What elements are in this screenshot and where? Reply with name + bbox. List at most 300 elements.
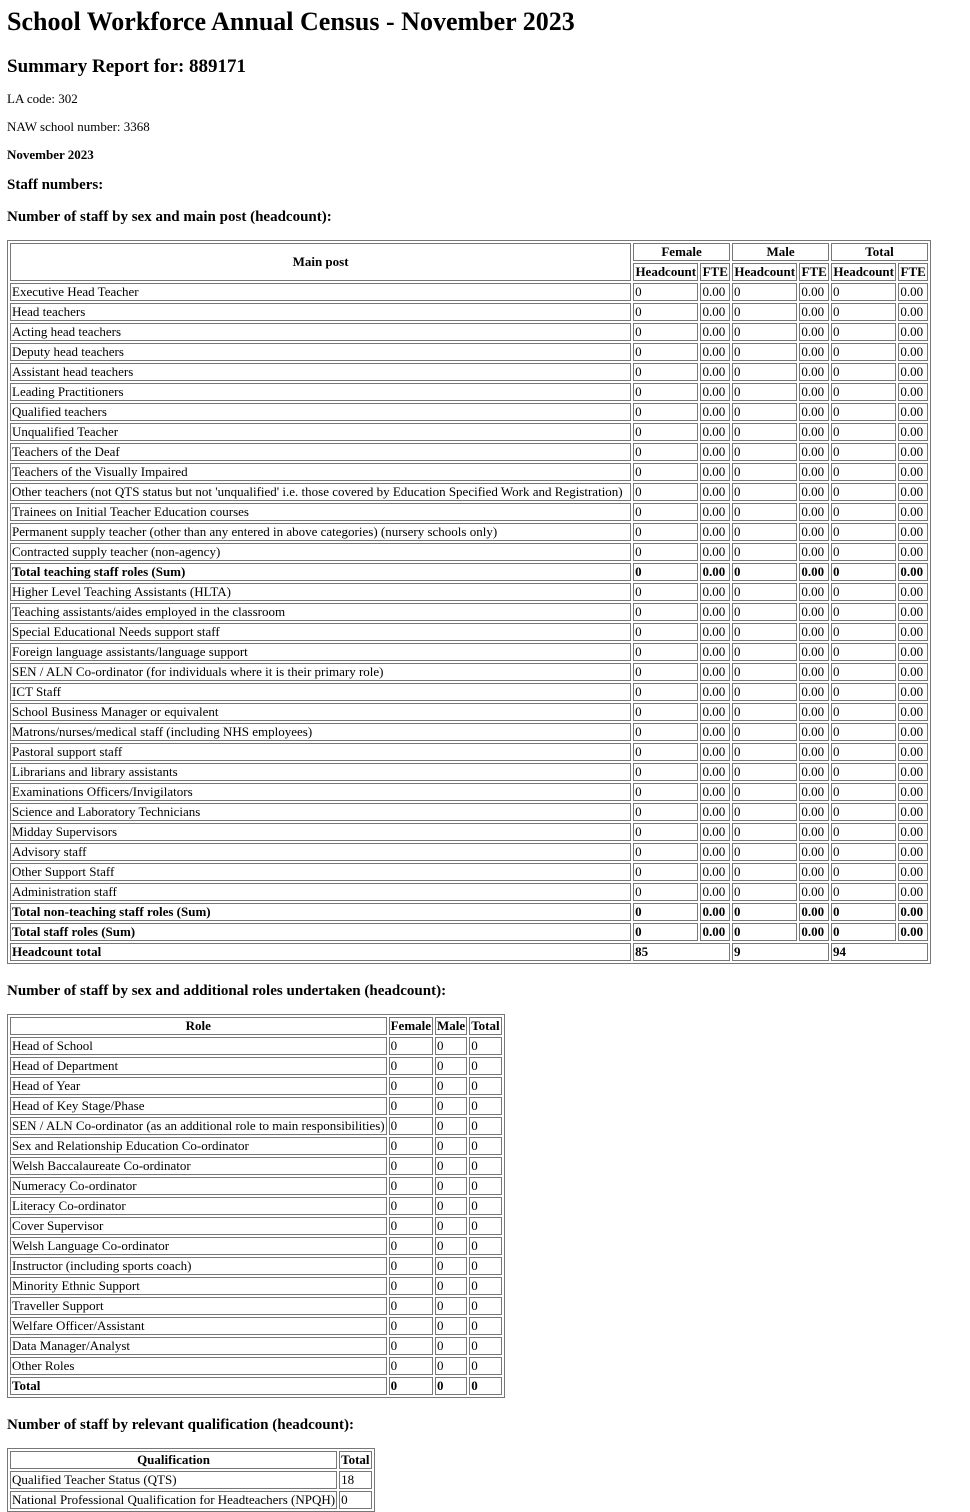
main-post-label: Trainees on Initial Teacher Education courses	[10, 503, 631, 521]
female-fte: 0.00	[700, 923, 730, 941]
female-count: 0	[389, 1237, 433, 1255]
male-fte: 0.00	[799, 483, 829, 501]
table-row	[10, 403, 928, 421]
table-row	[10, 783, 928, 801]
additional-roles-table-body	[10, 1037, 502, 1395]
female-headcount: 0	[633, 823, 698, 841]
role-label: Cover Supervisor	[10, 1217, 387, 1235]
table-row	[10, 1471, 372, 1489]
male-headcount: 0	[732, 383, 797, 401]
female-headcount: 0	[633, 503, 698, 521]
female-headcount: 0	[633, 623, 698, 641]
female-headcount: 0	[633, 863, 698, 881]
male-fte: 0.00	[799, 563, 829, 581]
naw-school-number: NAW school number: 3368	[7, 119, 150, 134]
main-post-label: Unqualified Teacher	[10, 423, 631, 441]
male-fte: 0.00	[799, 743, 829, 761]
total-headcount: 0	[831, 723, 896, 741]
male-count: 0	[435, 1377, 467, 1395]
total-headcount: 0	[831, 503, 896, 521]
male-headcount: 0	[732, 643, 797, 661]
male-headcount: 0	[732, 903, 797, 921]
male-headcount: 0	[732, 683, 797, 701]
main-post-label: Total staff roles (Sum)	[10, 923, 631, 941]
female-count: 0	[389, 1337, 433, 1355]
female-fte: 0.00	[700, 623, 730, 641]
female-fte: 0.00	[700, 543, 730, 561]
main-post-label: Foreign language assistants/language support	[10, 643, 631, 661]
table-row	[10, 903, 928, 921]
male-count: 0	[435, 1217, 467, 1235]
table-row	[10, 383, 928, 401]
female-count: 0	[389, 1297, 433, 1315]
total-headcount: 0	[831, 903, 896, 921]
total-fte: 0.00	[898, 403, 928, 421]
role-label: Minority Ethnic Support	[10, 1277, 387, 1295]
table-row	[10, 483, 928, 501]
total-count: 0	[469, 1137, 501, 1155]
total-count: 0	[469, 1157, 501, 1175]
total-headcount: 0	[831, 403, 896, 421]
male-fte: 0.00	[799, 863, 829, 881]
total-count: 0	[469, 1257, 501, 1275]
female-headcount: 0	[633, 583, 698, 601]
total-count: 0	[469, 1297, 501, 1315]
total-fte: 0.00	[898, 783, 928, 801]
female-headcount: 0	[633, 683, 698, 701]
table-row	[10, 1297, 502, 1315]
table-row	[10, 803, 928, 821]
female-count: 0	[389, 1077, 433, 1095]
table-row	[10, 1337, 502, 1355]
role-label: Head of Department	[10, 1057, 387, 1075]
female-headcount: 0	[633, 383, 698, 401]
role-label: Numeracy Co-ordinator	[10, 1177, 387, 1195]
table-row	[10, 443, 928, 461]
female-fte: 0.00	[700, 663, 730, 681]
female-fte: 0.00	[700, 463, 730, 481]
headcount-total-label: Headcount total	[10, 943, 631, 961]
total-fte: 0.00	[898, 323, 928, 341]
male-count: 0	[435, 1177, 467, 1195]
female-headcount: 0	[633, 903, 698, 921]
female-headcount: 0	[633, 723, 698, 741]
role-label: Total	[10, 1377, 387, 1395]
headcount-total-male: 9	[732, 943, 829, 961]
total-fte: 0.00	[898, 663, 928, 681]
total-count: 0	[469, 1317, 501, 1335]
header-female: Female	[633, 243, 730, 261]
header-female-headcount: Headcount	[633, 263, 698, 281]
total-headcount: 0	[831, 663, 896, 681]
main-post-label: Acting head teachers	[10, 323, 631, 341]
male-count: 0	[435, 1317, 467, 1335]
total-fte: 0.00	[898, 283, 928, 301]
female-count: 0	[389, 1037, 433, 1055]
female-headcount: 0	[633, 743, 698, 761]
total-headcount: 0	[831, 743, 896, 761]
female-count: 0	[389, 1217, 433, 1235]
male-fte: 0.00	[799, 463, 829, 481]
total-fte: 0.00	[898, 363, 928, 381]
total-fte: 0.00	[898, 763, 928, 781]
main-post-label: Teachers of the Deaf	[10, 443, 631, 461]
male-fte: 0.00	[799, 443, 829, 461]
total-headcount: 0	[831, 523, 896, 541]
total-fte: 0.00	[898, 903, 928, 921]
role-label: SEN / ALN Co-ordinator (as an additional role to main responsibilities)	[12, 1118, 385, 1133]
male-count: 0	[435, 1237, 467, 1255]
total-fte: 0.00	[898, 883, 928, 901]
female-headcount: 0	[633, 343, 698, 361]
male-count: 0	[435, 1337, 467, 1355]
main-post-label: Total non-teaching staff roles (Sum)	[10, 903, 631, 921]
total-count: 0	[469, 1337, 501, 1355]
main-post-label: Other Support Staff	[10, 863, 631, 881]
qualification-label: Qualified Teacher Status (QTS)	[10, 1471, 337, 1489]
male-headcount: 0	[732, 323, 797, 341]
male-fte: 0.00	[799, 603, 829, 621]
female-headcount: 0	[633, 843, 698, 861]
main-post-label: ICT Staff	[10, 683, 631, 701]
table-row	[10, 1197, 502, 1215]
main-post-label: Matrons/nurses/medical staff (including NHS employees)	[10, 723, 631, 741]
male-fte: 0.00	[799, 703, 829, 721]
male-headcount: 0	[732, 823, 797, 841]
table-row	[10, 343, 928, 361]
male-headcount: 0	[732, 783, 797, 801]
male-count: 0	[435, 1357, 467, 1375]
male-headcount: 0	[732, 423, 797, 441]
female-count: 0	[389, 1157, 433, 1175]
qualification-table	[7, 1448, 375, 1512]
male-headcount: 0	[732, 443, 797, 461]
main-post-label: Other teachers (not QTS status but not 'unqualified' i.e. those covered by Education Specified Work and Registration)	[10, 483, 631, 501]
total-fte: 0.00	[898, 703, 928, 721]
male-headcount: 0	[732, 923, 797, 941]
male-headcount: 0	[732, 523, 797, 541]
total-headcount: 0	[831, 883, 896, 901]
male-headcount: 0	[732, 843, 797, 861]
total-headcount: 0	[831, 763, 896, 781]
main-post-label: Midday Supervisors	[10, 823, 631, 841]
male-count: 0	[435, 1257, 467, 1275]
male-fte: 0.00	[799, 383, 829, 401]
total-count: 0	[469, 1077, 501, 1095]
female-fte: 0.00	[700, 683, 730, 701]
female-fte: 0.00	[700, 883, 730, 901]
male-fte: 0.00	[799, 363, 829, 381]
header-female-fte: FTE	[700, 263, 730, 281]
male-fte: 0.00	[799, 783, 829, 801]
table-row	[10, 1217, 502, 1235]
male-fte: 0.00	[799, 583, 829, 601]
female-count: 0	[389, 1357, 433, 1375]
total-headcount: 0	[831, 563, 896, 581]
table-row	[10, 723, 928, 741]
female-count: 0	[389, 1117, 433, 1135]
table-row	[10, 603, 928, 621]
header-male: Male	[732, 243, 829, 261]
total-count: 0	[469, 1037, 501, 1055]
main-post-table-body	[10, 283, 928, 941]
main-post-label: Teachers of the Visually Impaired	[10, 463, 631, 481]
table-row	[10, 303, 928, 321]
male-headcount: 0	[732, 343, 797, 361]
female-count: 0	[389, 1057, 433, 1075]
total-headcount: 0	[831, 463, 896, 481]
total-fte: 0.00	[898, 683, 928, 701]
total-headcount: 0	[831, 783, 896, 801]
male-headcount: 0	[732, 663, 797, 681]
male-headcount: 0	[732, 703, 797, 721]
male-fte: 0.00	[799, 343, 829, 361]
table-row	[10, 643, 928, 661]
main-post-label: Leading Practitioners	[10, 383, 631, 401]
male-count: 0	[435, 1197, 467, 1215]
female-count: 0	[389, 1317, 433, 1335]
table-row	[10, 363, 928, 381]
header-male-fte: FTE	[799, 263, 829, 281]
female-fte: 0.00	[700, 763, 730, 781]
male-fte: 0.00	[799, 843, 829, 861]
female-fte: 0.00	[700, 303, 730, 321]
total-headcount: 0	[831, 863, 896, 881]
male-headcount: 0	[732, 803, 797, 821]
header-total: Total	[341, 1452, 370, 1467]
total-headcount: 0	[831, 283, 896, 301]
role-label: Head of School	[10, 1037, 387, 1055]
role-label: Instructor (including sports coach)	[10, 1257, 387, 1275]
total-fte: 0.00	[898, 843, 928, 861]
total-fte: 0.00	[898, 483, 928, 501]
female-headcount: 0	[633, 303, 698, 321]
total-count: 18	[339, 1471, 371, 1489]
additional-roles-table	[7, 1014, 505, 1398]
female-headcount: 0	[633, 643, 698, 661]
total-headcount: 0	[831, 543, 896, 561]
total-fte: 0.00	[898, 523, 928, 541]
male-headcount: 0	[732, 463, 797, 481]
table-row	[10, 1037, 502, 1055]
female-headcount: 0	[633, 543, 698, 561]
table-row	[10, 523, 928, 541]
main-post-label: Advisory staff	[10, 843, 631, 861]
table-row	[10, 1077, 502, 1095]
table-row	[10, 1257, 502, 1275]
qualification-table-heading: Number of staff by relevant qualification (headcount):	[7, 1417, 354, 1433]
total-count: 0	[469, 1237, 501, 1255]
female-fte: 0.00	[700, 703, 730, 721]
male-count: 0	[435, 1097, 467, 1115]
table-row	[10, 563, 928, 581]
header-female: Female	[390, 1018, 432, 1033]
total-fte: 0.00	[898, 563, 928, 581]
total-fte: 0.00	[898, 743, 928, 761]
female-headcount: 0	[633, 923, 698, 941]
table-row	[10, 1377, 502, 1395]
female-fte: 0.00	[700, 863, 730, 881]
female-fte: 0.00	[700, 903, 730, 921]
male-fte: 0.00	[799, 543, 829, 561]
main-post-table-heading: Number of staff by sex and main post (headcount):	[7, 209, 332, 225]
header-qualification: Qualification	[10, 1451, 337, 1469]
female-count: 0	[389, 1277, 433, 1295]
female-fte: 0.00	[700, 723, 730, 741]
main-post-label: Qualified teachers	[10, 403, 631, 421]
role-label: Head of Key Stage/Phase	[10, 1097, 387, 1115]
total-headcount: 0	[831, 483, 896, 501]
main-post-label: Administration staff	[10, 883, 631, 901]
total-headcount: 0	[831, 823, 896, 841]
main-post-label: Pastoral support staff	[10, 743, 631, 761]
main-post-table	[7, 240, 931, 964]
female-fte: 0.00	[700, 743, 730, 761]
table-row	[10, 1097, 502, 1115]
total-fte: 0.00	[898, 823, 928, 841]
female-fte: 0.00	[700, 363, 730, 381]
female-count: 0	[389, 1197, 433, 1215]
female-fte: 0.00	[700, 483, 730, 501]
total-count: 0	[469, 1377, 501, 1395]
female-headcount: 0	[633, 323, 698, 341]
main-post-label: Assistant head teachers	[10, 363, 631, 381]
role-label: Welsh Baccalaureate Co-ordinator	[10, 1157, 387, 1175]
female-count: 0	[389, 1177, 433, 1195]
female-fte: 0.00	[700, 503, 730, 521]
table-row	[10, 763, 928, 781]
male-fte: 0.00	[799, 403, 829, 421]
female-headcount: 0	[633, 563, 698, 581]
male-count: 0	[435, 1137, 467, 1155]
female-count: 0	[389, 1097, 433, 1115]
main-post-label: Head teachers	[10, 303, 631, 321]
table-row	[10, 1057, 502, 1075]
male-headcount: 0	[732, 303, 797, 321]
total-count: 0	[469, 1177, 501, 1195]
header-male-headcount: Headcount	[732, 263, 797, 281]
role-label: Welfare Officer/Assistant	[10, 1317, 387, 1335]
header-total: Total	[471, 1018, 500, 1033]
male-headcount: 0	[732, 543, 797, 561]
main-post-label: Executive Head Teacher	[10, 283, 631, 301]
total-headcount: 0	[831, 603, 896, 621]
table-row	[10, 1137, 502, 1155]
male-fte: 0.00	[799, 883, 829, 901]
total-count: 0	[339, 1491, 371, 1509]
total-fte: 0.00	[898, 423, 928, 441]
table-row	[10, 463, 928, 481]
main-post-label: SEN / ALN Co-ordinator (for individuals where it is their primary role)	[10, 663, 631, 681]
role-label: Literacy Co-ordinator	[10, 1197, 387, 1215]
female-headcount: 0	[633, 703, 698, 721]
female-fte: 0.00	[700, 583, 730, 601]
male-count: 0	[435, 1157, 467, 1175]
total-count: 0	[469, 1357, 501, 1375]
male-headcount: 0	[732, 623, 797, 641]
male-headcount: 0	[732, 863, 797, 881]
female-headcount: 0	[633, 663, 698, 681]
table-row	[10, 863, 928, 881]
total-fte: 0.00	[898, 803, 928, 821]
total-fte: 0.00	[898, 343, 928, 361]
male-count: 0	[435, 1277, 467, 1295]
male-count: 0	[435, 1057, 467, 1075]
table-row	[10, 1357, 502, 1375]
total-headcount: 0	[831, 583, 896, 601]
female-fte: 0.00	[700, 843, 730, 861]
qualification-label: National Professional Qualification for Headteachers (NPQH)	[12, 1492, 336, 1507]
main-post-label: Higher Level Teaching Assistants (HLTA)	[10, 583, 631, 601]
table-row	[10, 503, 928, 521]
role-label: Head of Year	[10, 1077, 387, 1095]
male-headcount: 0	[732, 883, 797, 901]
total-headcount: 0	[831, 923, 896, 941]
page-title: School Workforce Annual Census - November 2023	[7, 7, 575, 36]
male-headcount: 0	[732, 763, 797, 781]
total-fte: 0.00	[898, 603, 928, 621]
total-headcount: 0	[831, 643, 896, 661]
table-row	[10, 843, 928, 861]
male-fte: 0.00	[799, 903, 829, 921]
staff-numbers-heading: Staff numbers:	[7, 177, 104, 193]
male-headcount: 0	[732, 563, 797, 581]
role-label: Welsh Language Co-ordinator	[10, 1237, 387, 1255]
female-headcount: 0	[633, 423, 698, 441]
header-total-fte: FTE	[898, 263, 928, 281]
female-fte: 0.00	[700, 343, 730, 361]
table-row	[10, 703, 928, 721]
table-row	[10, 283, 928, 301]
female-fte: 0.00	[700, 803, 730, 821]
female-fte: 0.00	[700, 323, 730, 341]
male-fte: 0.00	[799, 623, 829, 641]
table-row	[10, 823, 928, 841]
table-row	[10, 923, 928, 941]
male-headcount: 0	[732, 603, 797, 621]
total-fte: 0.00	[898, 643, 928, 661]
main-post-label: Special Educational Needs support staff	[10, 623, 631, 641]
total-headcount: 0	[831, 343, 896, 361]
female-fte: 0.00	[700, 643, 730, 661]
male-fte: 0.00	[799, 663, 829, 681]
header-main-post: Main post	[10, 243, 631, 281]
main-post-label: Deputy head teachers	[10, 343, 631, 361]
male-fte: 0.00	[799, 803, 829, 821]
total-count: 0	[469, 1117, 501, 1135]
table-row	[10, 1177, 502, 1195]
male-headcount: 0	[732, 583, 797, 601]
female-headcount: 0	[633, 803, 698, 821]
female-headcount: 0	[633, 363, 698, 381]
table-row	[10, 583, 928, 601]
female-headcount: 0	[633, 403, 698, 421]
total-count: 0	[469, 1197, 501, 1215]
table-row	[10, 1237, 502, 1255]
role-label: Other Roles	[10, 1357, 387, 1375]
total-fte: 0.00	[898, 863, 928, 881]
qualification-table-body	[10, 1471, 372, 1509]
header-male: Male	[437, 1018, 466, 1033]
female-fte: 0.00	[700, 563, 730, 581]
male-fte: 0.00	[799, 763, 829, 781]
total-fte: 0.00	[898, 383, 928, 401]
main-post-label: Science and Laboratory Technicians	[10, 803, 631, 821]
total-headcount: 0	[831, 623, 896, 641]
headcount-total-row	[10, 943, 928, 961]
female-fte: 0.00	[700, 443, 730, 461]
la-code: LA code: 302	[7, 91, 78, 106]
